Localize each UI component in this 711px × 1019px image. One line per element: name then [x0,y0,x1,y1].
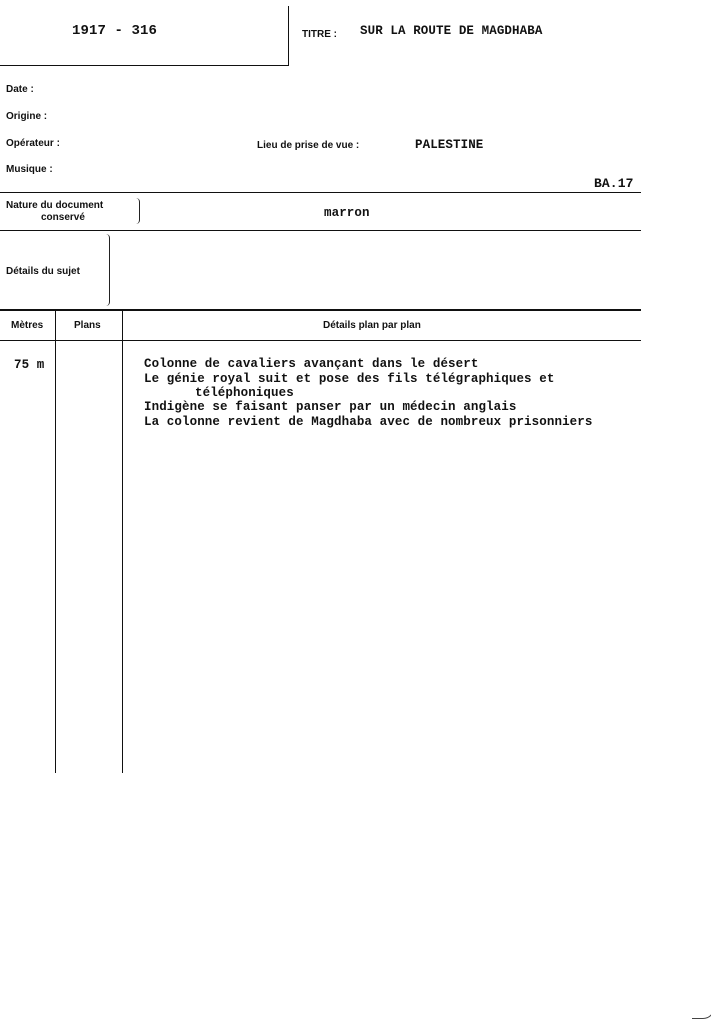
detail-line: Indigène se faisant panser par un médecin anglais [144,400,517,414]
details-text-block [144,357,639,433]
date-label: Date : [6,84,34,95]
col-header-metres: Mètres [11,320,44,331]
details-sujet-brace [103,234,110,306]
col-divider-1 [55,311,56,773]
nature-top-rule [0,192,641,193]
detail-line: Le génie royal suit et pose des fils télégraphiques et [144,372,555,386]
nature-value: marron [324,206,370,220]
titre-value: SUR LA ROUTE DE MAGDHABA [360,24,543,38]
lieu-label: Lieu de prise de vue : [257,140,360,151]
metre-value: 75 m [14,358,45,372]
origine-label: Origine : [6,111,48,122]
detail-line: Colonne de cavaliers avançant dans le désert [144,357,479,371]
details-sujet-label: Détails du sujet [6,266,80,277]
col-divider-2 [122,311,123,773]
detail-line: La colonne revient de Magdhaba avec de nombreux prisonniers [144,415,593,429]
reference-number: 1917 - 316 [72,23,158,39]
nature-bottom-rule [0,230,641,231]
nature-brace [133,198,140,224]
header-box-right-border [288,6,289,65]
operateur-label: Opérateur : [6,138,60,149]
table-header-rule [0,340,641,341]
archive-code: BA.17 [594,176,634,191]
nature-label-line2: conservé [41,212,85,223]
titre-label: TITRE : [302,29,337,40]
col-header-plans: Plans [74,320,101,331]
lieu-value: PALESTINE [415,138,484,152]
musique-label: Musique : [6,164,53,175]
col-header-details: Détails plan par plan [323,320,421,331]
header-box-bottom-border [0,65,289,66]
scan-corner-artifact [692,968,711,1019]
nature-label-line1: Nature du document [6,200,104,211]
table-top-rule [0,309,641,311]
detail-line: téléphoniques [195,386,294,400]
